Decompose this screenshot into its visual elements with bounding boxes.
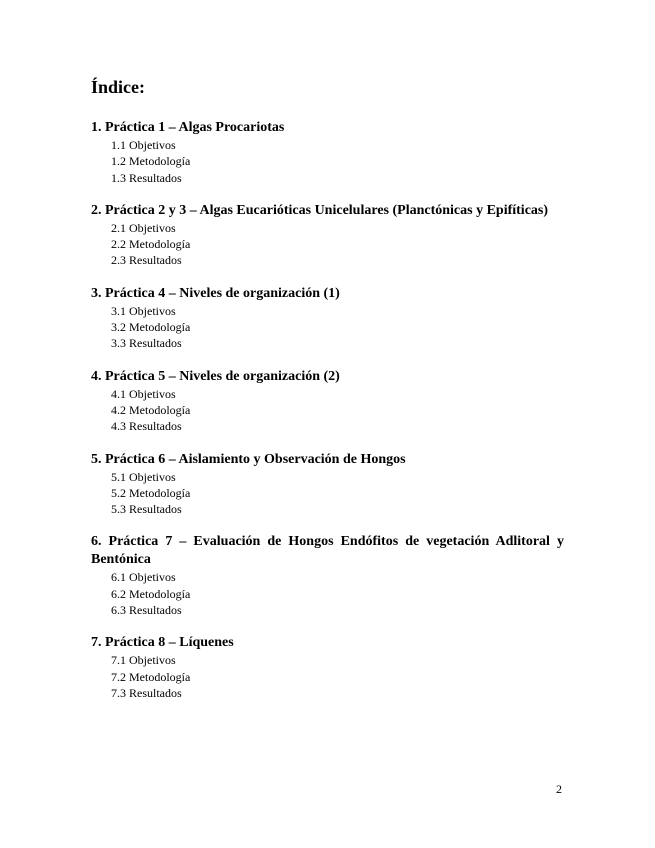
- table-of-contents: [91, 119, 564, 717]
- toc-section-5: [91, 451, 564, 518]
- section-heading: 4. Práctica 5 – Niveles de organización (2): [91, 368, 340, 384]
- subsection-item: 2.3 Resultados: [111, 253, 182, 268]
- subsection-item: 7.3 Resultados: [111, 685, 182, 700]
- subsection-item: 3.3 Resultados: [111, 336, 182, 351]
- subsection-item: 1.3 Resultados: [111, 170, 182, 185]
- subsection-list: [91, 386, 564, 435]
- toc-section-1: [91, 119, 564, 186]
- toc-section-4: [91, 368, 564, 435]
- subsection-item: 2.2 Metodología: [111, 237, 191, 252]
- toc-section-2: [91, 202, 564, 269]
- subsection-list: [91, 220, 564, 269]
- section-heading: 1. Práctica 1 – Algas Procariotas: [91, 120, 285, 135]
- subsection-item: 5.3 Resultados: [111, 502, 182, 517]
- subsection-item: 7.1 Objetivos: [111, 653, 176, 668]
- subsection-item: 1.2 Metodología: [111, 154, 191, 169]
- page-title: Índice:: [91, 77, 145, 97]
- subsection-item: 5.1 Objetivos: [111, 469, 176, 484]
- section-heading: 5. Práctica 6 – Aislamiento y Observación de Hongos: [91, 451, 406, 467]
- subsection-list: [91, 469, 564, 518]
- section-heading: 2. Práctica 2 y 3 – Algas Eucarióticas Unicelulares (Planctónicas y Epifíticas): [91, 202, 549, 218]
- subsection-item: 6.3 Resultados: [111, 603, 182, 618]
- toc-section-3: [91, 285, 564, 352]
- section-heading: 6. Práctica 7 – Evaluación de Hongos Endófitos de vegetación Adlitoral y Bentónica: [91, 534, 564, 568]
- section-heading: 7. Práctica 8 – Líquenes: [91, 635, 234, 651]
- subsection-item: 6.1 Objetivos: [111, 570, 176, 585]
- subsection-item: 2.1 Objetivos: [111, 220, 176, 235]
- subsection-list: [91, 303, 564, 352]
- subsection-item: 4.2 Metodología: [111, 402, 191, 417]
- subsection-item: 4.3 Resultados: [111, 419, 182, 434]
- subsection-list: [91, 569, 564, 618]
- section-heading: 3. Práctica 4 – Niveles de organización (1): [91, 285, 340, 301]
- subsection-item: 5.2 Metodología: [111, 485, 191, 500]
- toc-section-6: [91, 533, 564, 618]
- subsection-item: 4.1 Objetivos: [111, 386, 176, 401]
- subsection-list: [91, 652, 564, 701]
- toc-section-7: [91, 634, 564, 701]
- subsection-list: [91, 137, 564, 186]
- subsection-item: 1.1 Objetivos: [111, 138, 176, 152]
- subsection-item: 6.2 Metodología: [111, 586, 191, 601]
- subsection-item: 3.1 Objetivos: [111, 303, 176, 318]
- page-number: 2: [556, 782, 562, 796]
- subsection-item: 3.2 Metodología: [111, 320, 191, 335]
- subsection-item: 7.2 Metodología: [111, 669, 191, 684]
